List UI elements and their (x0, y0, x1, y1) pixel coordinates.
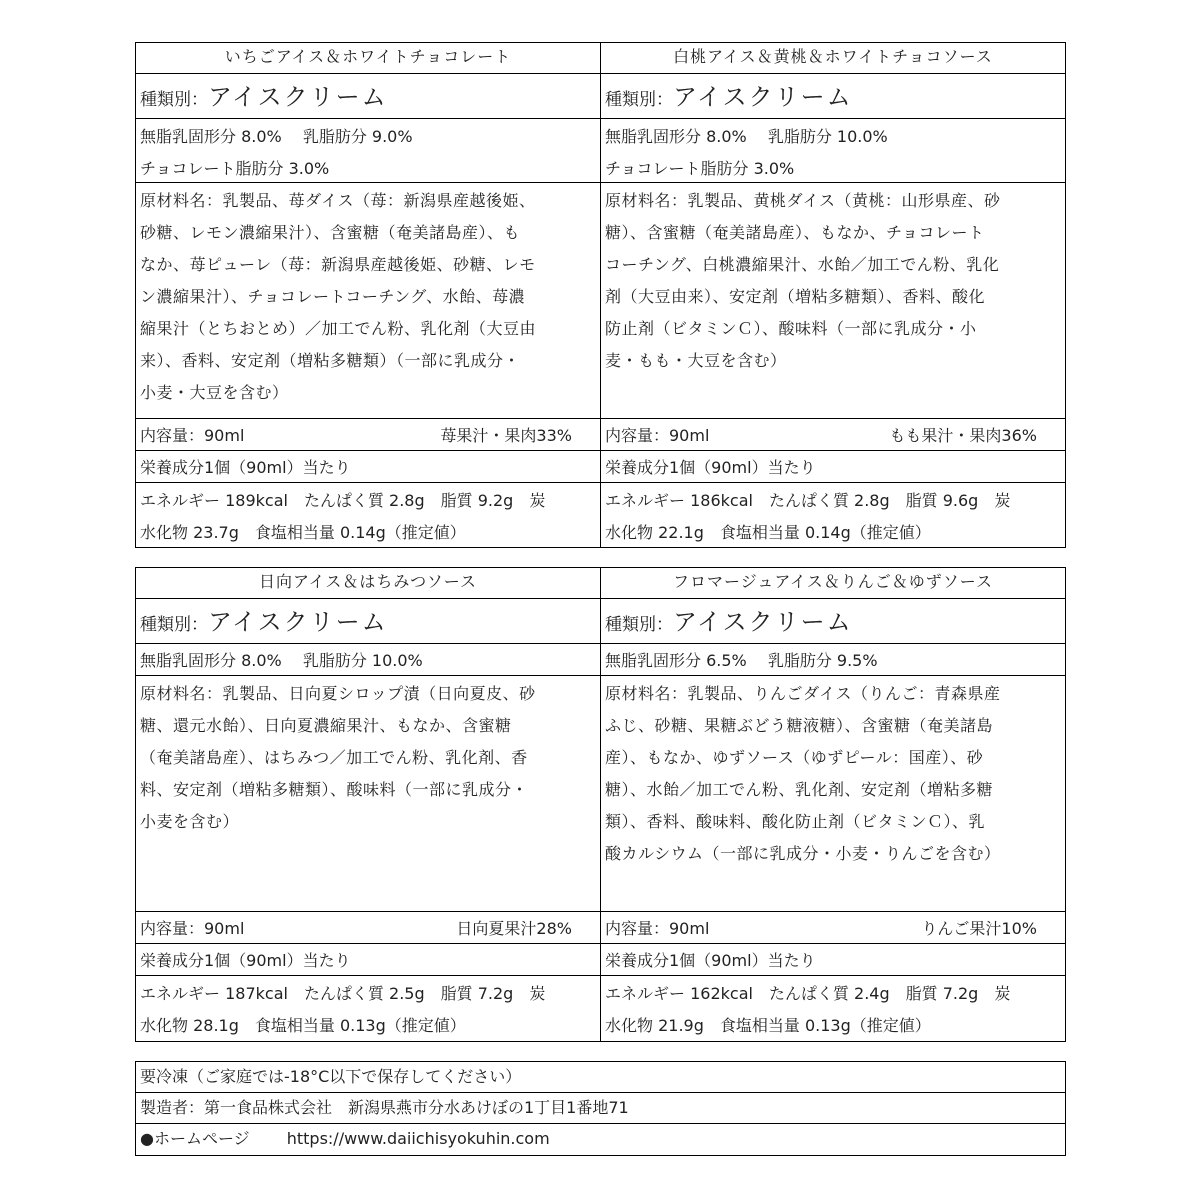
nutrition-header: 栄養成分1個（90ml）当たり (601, 450, 1065, 482)
type-value: アイスクリーム (673, 83, 853, 111)
type-label: 種類別： (140, 90, 208, 110)
ingredients-line: 原材料名：乳製品、日向夏シロップ漬（日向夏皮、砂 (140, 684, 536, 703)
quantity-row (136, 911, 600, 943)
composition (136, 118, 600, 182)
ingredients-line: 原材料名：乳製品、苺ダイス（苺：新潟県産越後姫、 (140, 191, 536, 210)
quantity-row (136, 418, 600, 450)
ingredients (601, 675, 1065, 911)
nutrition-line: 水化物 22.1g 食塩相当量 0.14g（推定値） (605, 523, 931, 542)
quantity-row (601, 418, 1065, 450)
ingredients-line: 砂糖、レモン濃縮果汁）、含蜜糖（奄美諸島産）、も (140, 223, 521, 242)
type-label: 種類別： (605, 90, 673, 110)
homepage-link[interactable]: ●ホームページ https://www.daiichisyokuhin.com (136, 1123, 1065, 1154)
storage-note: 要冷凍（ご家庭では-18°C以下で保存してください） (140, 1067, 522, 1086)
product-type (136, 73, 600, 118)
ingredients-line: 糖）、水飴／加工でん粉、乳化剤、安定剤（増粘多糖 (605, 780, 994, 799)
product-type (136, 598, 600, 643)
footer-block (135, 1061, 1066, 1156)
label-block-2 (135, 567, 1066, 1042)
composition-line: 無脂乳固形分 8.0% 乳脂肪分 10.0% (605, 127, 888, 146)
ingredients-line: ふじ、砂糖、果糖ぶどう糖液糖）、含蜜糖（奄美諸島 (605, 716, 994, 735)
composition-line: 無脂乳固形分 8.0% 乳脂肪分 10.0% (140, 651, 423, 670)
juice-content: 日向夏果汁28% (456, 919, 572, 938)
ingredients-line: コーチング、白桃濃縮果汁、水飴／加工でん粉、乳化 (605, 255, 1000, 274)
product-column-strawberry (136, 43, 600, 547)
quantity-row (601, 911, 1065, 943)
type-value: アイスクリーム (673, 608, 853, 636)
nutrition-line: エネルギー 186kcal たんぱく質 2.8g 脂質 9.6g 炭 (605, 491, 1011, 510)
ingredients-line: 料、安定剤（増粘多糖類）、酸味料（一部に乳成分・ (140, 780, 529, 799)
ingredients-line: 剤（大豆由来）、安定剤（増粘多糖類）、香料、酸化 (605, 287, 986, 306)
nutrition-line: エネルギー 189kcal たんぱく質 2.8g 脂質 9.2g 炭 (140, 491, 546, 510)
ingredients-line: 原材料名：乳製品、黄桃ダイス（黄桃：山形県産、砂 (605, 191, 1001, 210)
composition-line: 無脂乳固形分 6.5% 乳脂肪分 9.5% (605, 651, 878, 670)
nutrition-values (136, 482, 600, 547)
quantity: 内容量：90ml (140, 426, 245, 445)
quantity: 内容量：90ml (605, 426, 710, 445)
ingredients (136, 182, 600, 418)
ingredients-line: 産）、もなか、ゆずソース（ゆずピール：国産）、砂 (605, 748, 984, 767)
ingredients-line: なか、苺ピューレ（苺：新潟県産越後姫、砂糖、レモ (140, 255, 536, 274)
nutrition-line: エネルギー 187kcal たんぱく質 2.5g 脂質 7.2g 炭 (140, 984, 546, 1003)
manufacturer-info: 製造者：第一食品株式会社 新潟県燕市分水あけぼの1丁目1番地71 (136, 1092, 1065, 1123)
nutrition-values (601, 975, 1065, 1040)
ingredients-line: 糖）、含蜜糖（奄美諸島産）、もなか、チョコレート (605, 223, 985, 242)
composition (601, 118, 1065, 182)
ingredients-line: 類）、香料、酸味料、酸化防止剤（ビタミンＣ）、乳 (605, 812, 986, 831)
nutrition-line: エネルギー 162kcal たんぱく質 2.4g 脂質 7.2g 炭 (605, 984, 1011, 1003)
ingredients-line: 糖、還元水飴）、日向夏濃縮果汁、もなか、含蜜糖 (140, 716, 512, 735)
product-title: 日向アイス＆はちみつソース (259, 572, 477, 591)
quantity: 内容量：90ml (140, 919, 245, 938)
juice-content: 苺果汁・果肉33% (440, 426, 572, 445)
type-label: 種類別： (605, 615, 673, 635)
nutrition-line: 水化物 28.1g 食塩相当量 0.13g（推定値） (140, 1016, 466, 1035)
product-column-fromage (600, 568, 1065, 1041)
composition-line: チョコレート脂肪分 3.0% (605, 159, 795, 178)
ingredients-line: 麦・もも・大豆を含む） (605, 351, 787, 370)
ingredients-line: 原材料名：乳製品、りんごダイス（りんご：青森県産 (605, 684, 1001, 703)
ingredients (601, 182, 1065, 418)
label-block-1 (135, 42, 1066, 548)
ingredients-line: 来）、香料、安定剤（増粘多糖類）（一部に乳成分・ (140, 351, 521, 370)
nutrition-values (601, 482, 1065, 547)
type-value: アイスクリーム (208, 83, 388, 111)
ingredients-line: ン濃縮果汁）、チョコレートコーチング、水飴、苺濃 (140, 287, 526, 306)
quantity: 内容量：90ml (605, 919, 710, 938)
nutrition-values (136, 975, 600, 1040)
ingredients-line: 小麦・大豆を含む） (140, 383, 289, 402)
juice-content: りんご果汁10% (921, 919, 1037, 938)
product-column-peach (600, 43, 1065, 547)
ingredients (136, 675, 600, 911)
nutrition-header: 栄養成分1個（90ml）当たり (136, 450, 600, 482)
product-column-hyuganatsu (136, 568, 600, 1041)
composition (136, 643, 600, 675)
nutrition-header: 栄養成分1個（90ml）当たり (136, 943, 600, 975)
ingredients-line: 小麦を含む） (140, 812, 240, 831)
ingredients-line: 酸カルシウム（一部に乳成分・小麦・りんごを含む） (605, 844, 1001, 863)
product-type (601, 73, 1065, 118)
composition (601, 643, 1065, 675)
type-label: 種類別： (140, 615, 208, 635)
nutrition-line: 水化物 23.7g 食塩相当量 0.14g（推定値） (140, 523, 466, 542)
ingredients-line: （奄美諸島産）、はちみつ／加工でん粉、乳化剤、香 (140, 748, 528, 767)
product-title: 白桃アイス＆黄桃＆ホワイトチョコソース (673, 47, 993, 66)
ingredients-line: 防止剤（ビタミンＣ）、酸味料（一部に乳成分・小 (605, 319, 977, 338)
ingredients-line: 縮果汁（とちおとめ）／加工でん粉、乳化剤（大豆由 (140, 319, 537, 338)
product-type (601, 598, 1065, 643)
nutrition-header: 栄養成分1個（90ml）当たり (601, 943, 1065, 975)
product-title: フロマージュアイス＆りんご＆ゆずソース (673, 572, 993, 591)
product-title: いちごアイス＆ホワイトチョコレート (224, 47, 512, 66)
type-value: アイスクリーム (208, 608, 388, 636)
composition-line: チョコレート脂肪分 3.0% (140, 159, 330, 178)
composition-line: 無脂乳固形分 8.0% 乳脂肪分 9.0% (140, 127, 413, 146)
nutrition-line: 水化物 21.9g 食塩相当量 0.13g（推定値） (605, 1016, 931, 1035)
juice-content: もも果汁・果肉36% (889, 426, 1037, 445)
